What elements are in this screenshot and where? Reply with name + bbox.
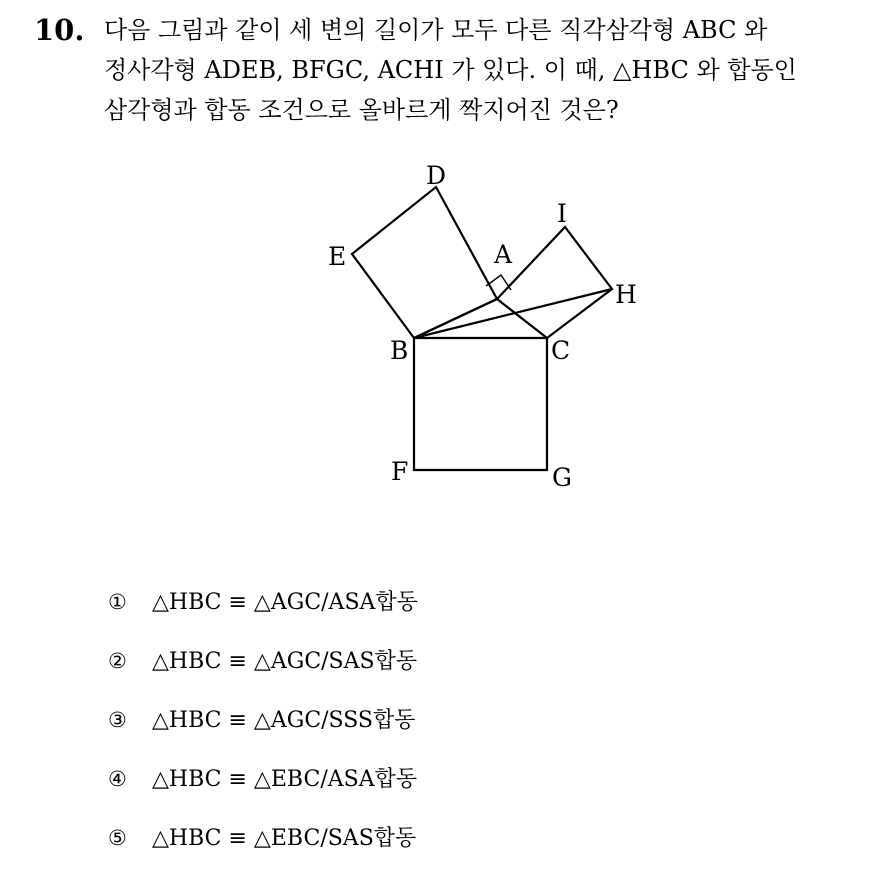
choice-text: △HBC ≡ △EBC/ASA합동 <box>152 767 418 792</box>
segment-ba <box>414 299 497 338</box>
choice-text: △HBC ≡ △AGC/SAS합동 <box>152 649 418 674</box>
choice-3[interactable] <box>108 700 808 740</box>
square-adeb <box>352 187 497 338</box>
question-line: 정사각형 ADEB, BFGC, ACHI 가 있다. 이 때, △HBC 와 합동인 <box>104 56 797 84</box>
choice-text: △HBC ≡ △AGC/SSS합동 <box>152 708 416 733</box>
choice-5[interactable] <box>108 818 808 858</box>
choice-number: ④ <box>108 767 127 791</box>
question-line: 다음 그림과 같이 세 변의 길이가 모두 다른 직각삼각형 ABC 와 <box>104 16 768 44</box>
choice-4[interactable] <box>108 759 808 799</box>
label-c: C <box>551 336 571 365</box>
question-line: 삼각형과 합동 조건으로 올바르게 짝지어진 것은? <box>104 96 619 124</box>
label-i: I <box>557 199 567 228</box>
choice-1[interactable] <box>108 582 808 622</box>
choice-text: △HBC ≡ △AGC/ASA합동 <box>152 590 418 615</box>
question-number: 10. <box>34 13 85 47</box>
label-e: E <box>328 242 347 271</box>
choice-number: ③ <box>108 708 127 732</box>
label-d: D <box>426 161 447 190</box>
label-g: G <box>552 463 572 492</box>
choice-number: ② <box>108 649 127 673</box>
label-f: F <box>391 457 409 486</box>
choice-2[interactable] <box>108 641 808 681</box>
label-h: H <box>615 280 637 309</box>
choice-number: ① <box>108 590 127 614</box>
square-bfgc <box>414 338 547 470</box>
question-text <box>104 10 874 130</box>
choice-number: ⑤ <box>108 826 127 850</box>
label-a: A <box>494 240 513 269</box>
figure-svg <box>320 155 650 500</box>
label-b: B <box>390 336 409 365</box>
square-achi <box>497 227 612 338</box>
answer-choices <box>108 582 808 877</box>
geometry-figure <box>320 155 650 500</box>
choice-text: △HBC ≡ △EBC/SAS합동 <box>152 826 417 851</box>
segment-bh <box>414 289 612 338</box>
